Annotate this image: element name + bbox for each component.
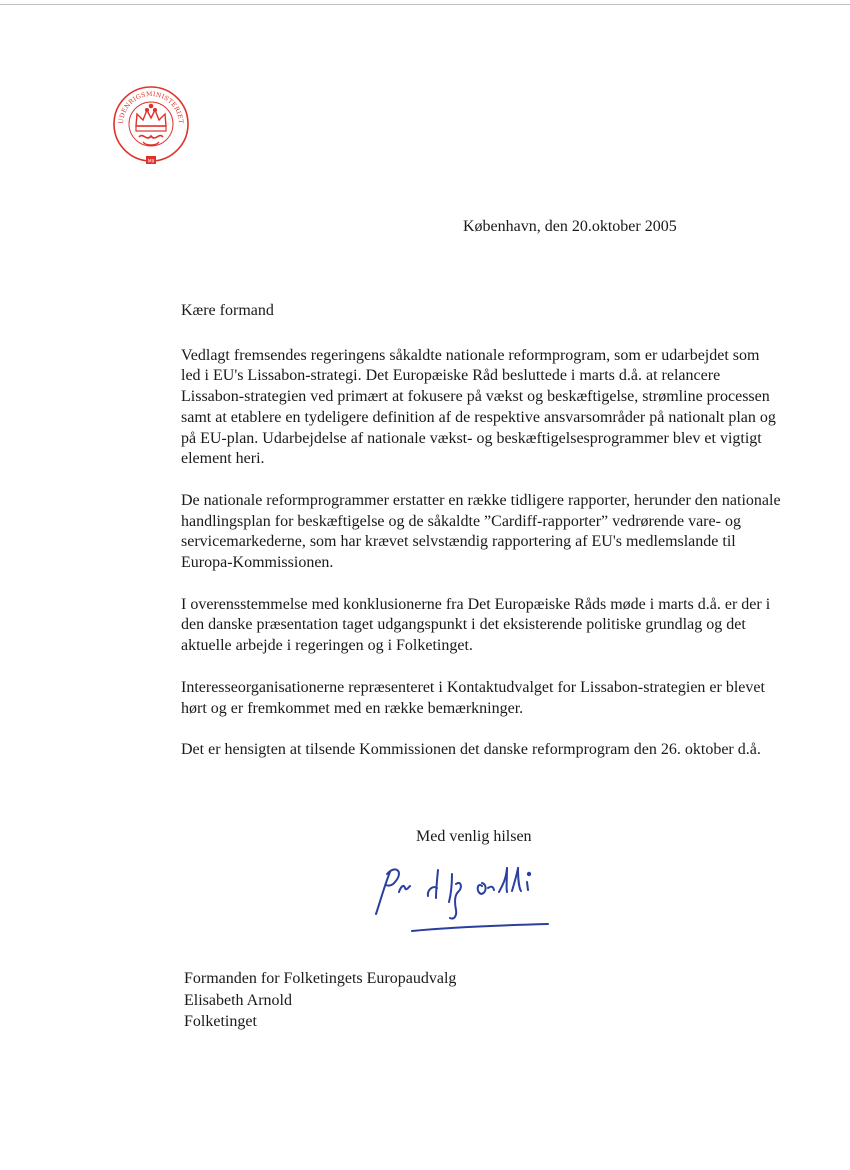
seal-text: UDENRIGSMINISTERIET bbox=[117, 90, 185, 125]
sender-name: Elisabeth Arnold bbox=[184, 991, 292, 1009]
sender-institution: Folketinget bbox=[184, 1013, 257, 1030]
paragraph-3: I overensstemmelse med konklusionerne fra Det Europæiske Råds møde i marts d.å. er der i den danske præsentation taget udgangspunkt i det eksisterende politiske grundlag og det aktuelle arbejde i regeringen og i Folketinget. bbox=[181, 595, 771, 655]
letter-body bbox=[181, 301, 781, 782]
sender-block bbox=[184, 968, 456, 1033]
date-line: København, den 20.oktober 2005 bbox=[463, 218, 677, 235]
seal-monogram: MII bbox=[147, 159, 155, 165]
page-edge-line bbox=[0, 4, 850, 5]
sender-title: Formanden for Folketingets Europaudvalg bbox=[184, 970, 457, 987]
paragraph-5: Det er hensigten at tilsende Kommissionen det danske reformprogram den 26. oktober d.å. bbox=[181, 741, 761, 759]
closing: Med venlig hilsen bbox=[416, 828, 532, 845]
paragraph-2: De nationale reformprogrammer erstatter en række tidligere rapporter, herunder den nationale handlingsplan for beskæftigelse og de såkaldte ”Cardiff-rapporter” vedrørende vare- og servicemarkederne, som har krævet selvstændig rapportering af EU's medlemslande til Europa-Kommissionen. bbox=[181, 491, 781, 572]
handwritten-signature bbox=[370, 858, 580, 938]
paragraph-1: Vedlagt fremsendes regeringens såkaldte nationale reformprogram, som er udarbejdet som led i EU's Lissabon-strategi. Det Europæiske Råd besluttede i marts d.å. at relancere Lissabon-strategien ved primært at fokusere på vækst og beskæftigelse, strømline processen samt at etablere en tydeligere definition af de respektive ansvarsområder på nationalt plan og på EU-plan. Udarbejdelse af nationale vækst- og beskæftigelsesprogrammer blev et vigtigt element heri. bbox=[181, 346, 776, 468]
paragraph-4: Interesseorganisationerne repræsenteret i Kontaktudvalget for Lissabon-strategien er blevet hørt og er fremkommet med en række bemærkninger. bbox=[181, 678, 765, 717]
salutation: Kære formand bbox=[181, 302, 274, 319]
ministry-seal-logo bbox=[110, 84, 192, 170]
